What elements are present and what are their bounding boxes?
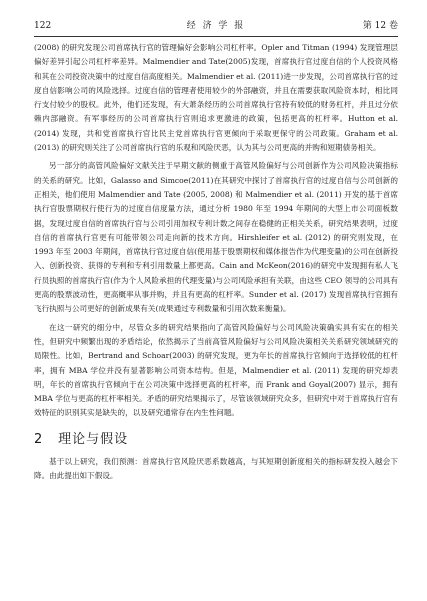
paragraph-4: 基于以上研究，我们预测：首席执行官风险厌恶系数越高，与其短期创新度相关的指标研发投入越会下降。由此提出如下假设。 [34,456,398,481]
page-number: 122 [34,21,52,31]
section-heading [34,431,398,449]
page-header [34,19,398,33]
body-text [34,41,398,483]
section-number: 2 [34,431,43,447]
header-rule [34,36,398,37]
paragraph-1: (2008) 的研究发现公司首席执行官的管理偏好会影响公司杠杆率。Opler and Titman (1994) 发现管理层偏好差异引起公司杠杆率差异。Malmendier and Tate(2005)发现，首席执行官过度自信的个人投资风格和其在公司投资决策中的过度自信高度相关。Malmendier et al. (2011)进一步发现，公司首席执行官的过度自信影响公司的风险选择。过度自信的管理者使用较少的外部融资，并且在需要获取风险资本时，相比同行支付较少的股权。此外，他们还发现，有大萧条经历的公司首席执行官持有较低的财务杠杆，并且过分依赖内部融资。有军事经历的公司首席执行官则追求更激进的政策，包括更高的杠杆率。Hutton et al. (2014) 发现，共和党首席执行官比民主党首席执行官更倾向于采取更保守的公司政策。Graham et al. (2013) 的研究则关注了公司首席执行官的乐观和风险厌恶，认为其与公司更高的并购和短期债务相关。 [34,43,398,153]
volume-label: 第 12 卷 [362,21,398,31]
section-title: 理论与假设 [58,431,129,447]
paragraph-2: 另一部分的高管风险偏好文献关注于早期文献的侧重于高管风险偏好与公司创新作为公司风险决策指标的关系的研究。比如，Galasso and Simcoe(2011)在其研究中探讨了首席执行官的过度自信与公司创新的正相关，他们使用 Malmendier and Tate (2005, 2008) 和 Malmendier et al. (2011) 开发的基于首席执行官股票期权行使行为的过度自信度量方法，通过分析 1980 年至 1994 年期间的大型上市公司面板数据，发现过度自信的首席执行官与公司引用加权专利计数之间存在稳健的正相关关系，研究结果表明，过度自信的首席执行官更有可能带领公司走向新的技术方向。Hirshleifer et al. (2012) 的研究则发现，在 1993 年至 2003 年期间，首席执行官过度自信(使用基于股票期权和媒体报告作为代理变量)的公司在创新投入、创新投资、获得的专利和专利引用数量上都更高。Cain and McKeon(2016)的研究中发现拥有私人飞行员执照的首席执行官(作为个人风险承担的代理变量)与公司风险承担有关联，由这些 CEO 领导的公司具有更高的股票波动性，更高概率从事并购，并且有更高的杠杆率。Sunder et al. (2017) 发现首席执行官拥有飞行执照与公司更好的创新成果有关(成果通过专利数量和引用次数来衡量)。 [34,161,398,314]
paragraph-3: 在这一研究的细分中，尽管众多的研究结果指向了高管风险偏好与公司风险决策确实具有实在的相关性，但研究中频繁出现的矛盾结论，依然揭示了当前高管风险偏好与公司风险决策相关关系研究领域研究的局限性。比如，Bertrand and Schoar(2003) 的研究发现，更为年长的首席执行官倾向于选择较低的杠杆率，拥有 MBA 学位并没有显著影响公司资本结构。但是，Malmendier et al. (2011) 发现的研究却表明，年长的首席执行官倾向于在公司决策中选择更高的杠杆率，而 Frank and Goyal(2007) 显示，拥有 MBA 学位与更高的杠杆率相关。矛盾的研究结果揭示了，尽管该领域研究众多，但研究中对于首席执行官有效特征的识别其实是缺失的，以及研究通常存在内生性问题。 [34,322,398,418]
journal-name: 经 济 学 报 [186,21,246,31]
